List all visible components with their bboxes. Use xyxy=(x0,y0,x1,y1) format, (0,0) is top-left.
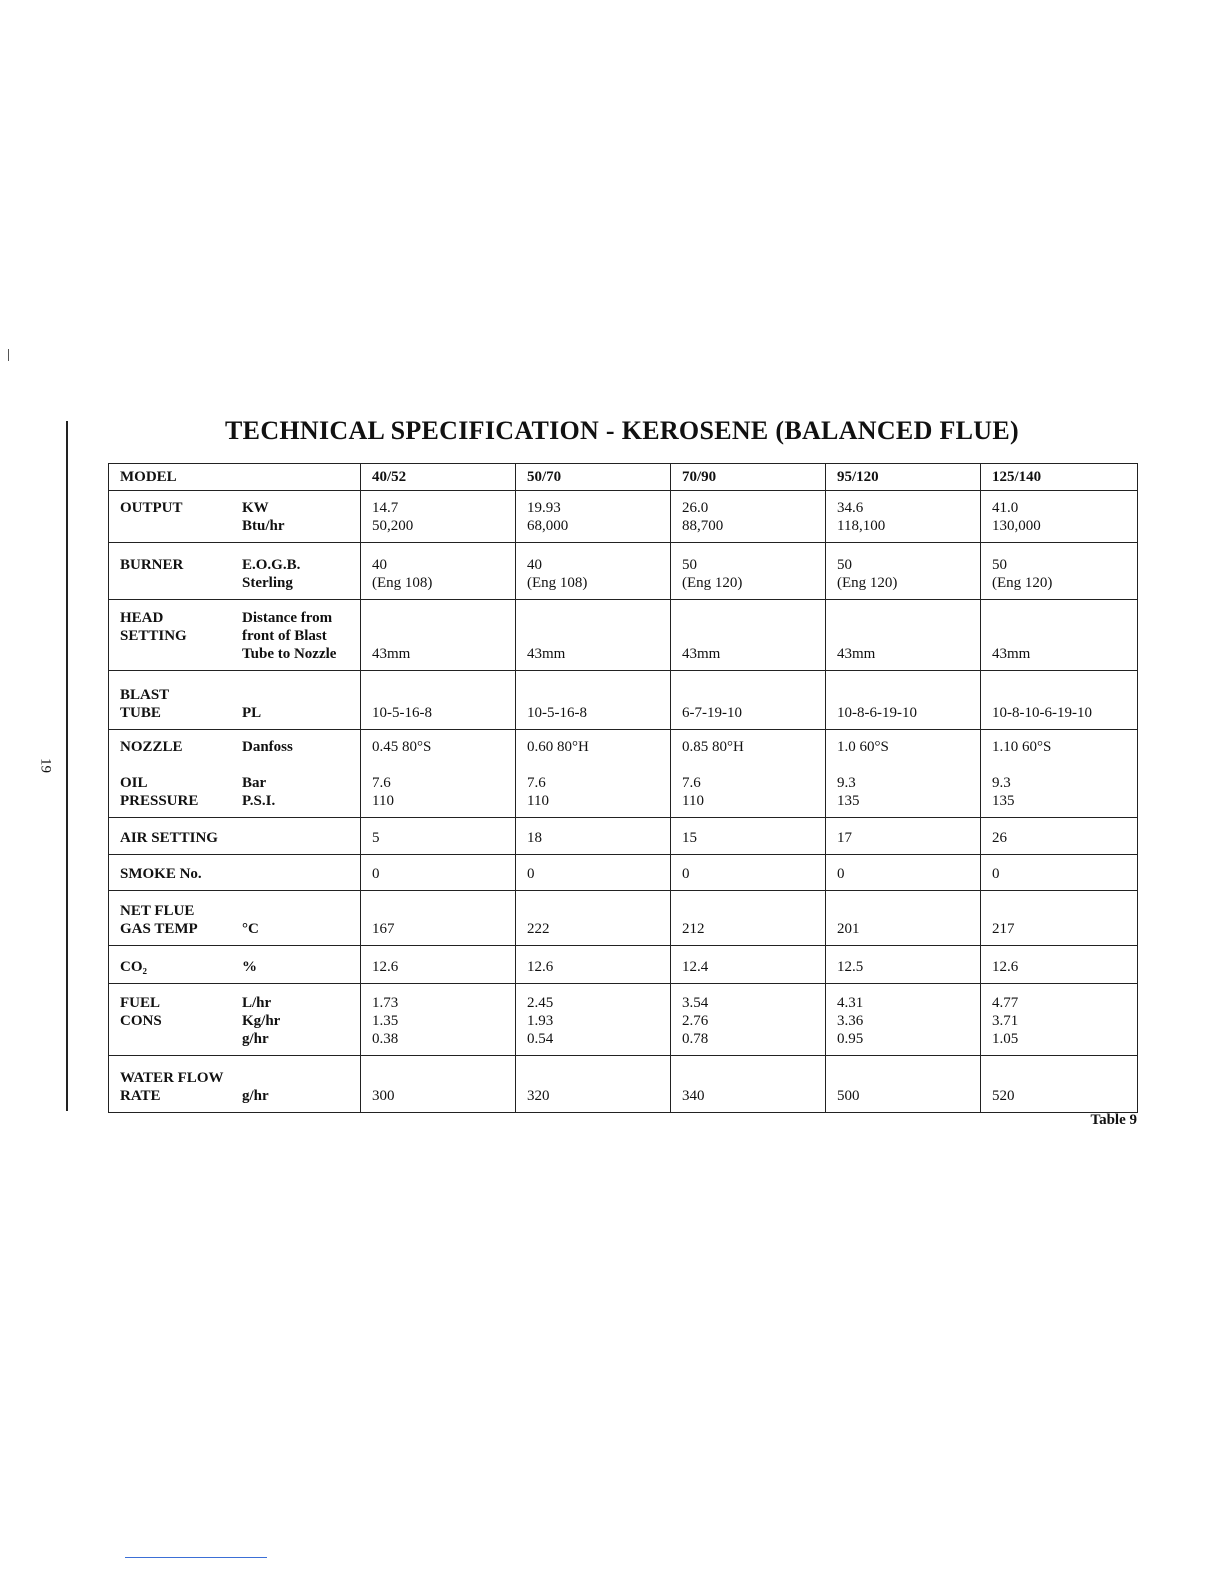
cell-value: 34.6 xyxy=(837,500,864,516)
param-cell xyxy=(109,855,361,891)
cell-value: 5 xyxy=(372,830,380,846)
cell-value xyxy=(527,756,660,774)
cell-value: 110 xyxy=(527,793,549,809)
param-unit: g/hr xyxy=(242,1088,269,1104)
cell-value: 7.6 xyxy=(527,775,546,791)
param-unit: KW xyxy=(242,500,269,516)
param-unit: °C xyxy=(242,921,259,937)
cell-value: 3.71 xyxy=(992,1013,1019,1029)
param-unit: Bar xyxy=(242,775,267,791)
cell-value: 0.45 80°S xyxy=(372,739,432,755)
value-cell xyxy=(361,600,516,671)
table-row xyxy=(109,600,1138,671)
value-cell xyxy=(516,730,671,818)
cell-value: 43mm xyxy=(682,646,721,662)
param-unit: E.O.G.B. xyxy=(242,557,301,573)
param-label: FUEL xyxy=(120,995,161,1011)
value-cell xyxy=(981,946,1138,984)
cell-value: 3.54 xyxy=(682,995,709,1011)
value-cell xyxy=(671,730,826,818)
value-cell xyxy=(361,855,516,891)
param-label: OIL xyxy=(120,775,148,791)
table-row xyxy=(109,818,1138,855)
cell-value: 212 xyxy=(682,921,705,937)
cell-value xyxy=(682,756,815,774)
value-cell xyxy=(826,946,981,984)
cell-value: 135 xyxy=(992,793,1015,809)
cell-value: 1.35 xyxy=(372,1013,399,1029)
table-row xyxy=(109,730,1138,818)
value-cell xyxy=(516,818,671,855)
value-cell xyxy=(671,818,826,855)
cell-value: 0.54 xyxy=(527,1031,554,1047)
cell-value: 6-7-19-10 xyxy=(682,705,742,721)
param-cell xyxy=(109,946,361,984)
value-cell xyxy=(826,1056,981,1113)
value-cell xyxy=(671,543,826,600)
cell-value: 110 xyxy=(682,793,704,809)
param-cell xyxy=(109,818,361,855)
cell-value: 1.73 xyxy=(372,995,399,1011)
cell-value: 43mm xyxy=(992,646,1031,662)
param-cell xyxy=(109,1056,361,1113)
param-unit: front of Blast xyxy=(242,628,327,644)
param-cell xyxy=(109,891,361,946)
param-label: WATER FLOW xyxy=(120,1070,224,1086)
cell-value: 1.05 xyxy=(992,1031,1019,1047)
cell-value: 10-8-6-19-10 xyxy=(837,705,917,721)
param-cell xyxy=(109,491,361,543)
param-label: SETTING xyxy=(120,628,187,644)
cell-value: 10-8-10-6-19-10 xyxy=(992,705,1092,721)
value-cell xyxy=(981,1056,1138,1113)
cell-value: 1.10 60°S xyxy=(992,739,1052,755)
cell-value: 26 xyxy=(992,830,1007,846)
param-label: CONS xyxy=(120,1013,162,1029)
param-label: NET FLUE xyxy=(120,903,195,919)
param-label: CO₂ xyxy=(120,959,147,975)
value-cell xyxy=(826,818,981,855)
param-label: RATE xyxy=(120,1088,161,1104)
cell-value: 12.5 xyxy=(837,959,864,975)
param-cell xyxy=(109,543,361,600)
value-cell xyxy=(516,984,671,1056)
cell-value: 43mm xyxy=(527,646,566,662)
header-model: MODEL xyxy=(109,464,361,491)
cell-value: 12.4 xyxy=(682,959,709,975)
cell-value: 201 xyxy=(837,921,860,937)
param-unit: Sterling xyxy=(242,575,293,591)
value-cell xyxy=(671,671,826,730)
cell-value: 2.45 xyxy=(527,995,554,1011)
table-row xyxy=(109,984,1138,1056)
param-label: SMOKE No. xyxy=(120,866,202,882)
value-cell xyxy=(671,1056,826,1113)
cell-value: (Eng 120) xyxy=(992,575,1053,591)
value-cell xyxy=(361,946,516,984)
cell-value: 1.0 60°S xyxy=(837,739,889,755)
cell-value: 0 xyxy=(837,866,845,882)
value-cell xyxy=(826,730,981,818)
value-cell xyxy=(516,671,671,730)
value-cell xyxy=(361,984,516,1056)
cell-value: 15 xyxy=(682,830,697,846)
cell-value: 40 xyxy=(527,557,542,573)
value-cell xyxy=(671,984,826,1056)
value-cell xyxy=(361,891,516,946)
cell-value: 320 xyxy=(527,1088,550,1104)
cell-value: 7.6 xyxy=(372,775,391,791)
param-cell xyxy=(109,984,361,1056)
value-cell xyxy=(671,891,826,946)
value-cell xyxy=(981,600,1138,671)
cell-value xyxy=(372,756,505,774)
cell-value: 12.6 xyxy=(992,959,1019,975)
param-unit: % xyxy=(242,959,257,975)
value-cell xyxy=(361,818,516,855)
cell-value: 0 xyxy=(682,866,690,882)
table-row xyxy=(109,891,1138,946)
cell-value: 0.38 xyxy=(372,1031,399,1047)
table-row xyxy=(109,671,1138,730)
param-label: AIR SETTING xyxy=(120,830,218,846)
cell-value: 10-5-16-8 xyxy=(527,705,587,721)
cell-value: 26.0 xyxy=(682,500,709,516)
param-unit: Btu/hr xyxy=(242,518,285,534)
value-cell xyxy=(981,818,1138,855)
cell-value: 68,000 xyxy=(527,518,569,534)
cell-value: (Eng 120) xyxy=(837,575,898,591)
value-cell xyxy=(981,855,1138,891)
cell-value xyxy=(837,756,970,774)
value-cell xyxy=(516,1056,671,1113)
margin-rule xyxy=(66,421,68,1111)
cell-value: 0.85 80°H xyxy=(682,739,744,755)
value-cell xyxy=(981,984,1138,1056)
param-cell xyxy=(109,600,361,671)
cell-value: 217 xyxy=(992,921,1015,937)
cell-value: 3.36 xyxy=(837,1013,864,1029)
param-label: GAS TEMP xyxy=(120,921,198,937)
document-title: TECHNICAL SPECIFICATION - KEROSENE (BALANCED FLUE) xyxy=(225,416,1019,445)
footer-rule xyxy=(125,1557,267,1558)
value-cell xyxy=(516,600,671,671)
value-cell xyxy=(516,946,671,984)
spec-table xyxy=(108,463,1138,1113)
value-cell xyxy=(671,855,826,891)
cell-value: 0 xyxy=(372,866,380,882)
cell-value xyxy=(992,756,1127,774)
header-model-3: 70/90 xyxy=(671,464,826,491)
value-cell xyxy=(361,491,516,543)
cell-value: 9.3 xyxy=(992,775,1011,791)
value-cell xyxy=(361,1056,516,1113)
value-cell xyxy=(826,491,981,543)
value-cell xyxy=(981,891,1138,946)
param-label: OUTPUT xyxy=(120,500,183,516)
cell-value: 0.95 xyxy=(837,1031,864,1047)
value-cell xyxy=(516,491,671,543)
cell-value: 340 xyxy=(682,1088,705,1104)
cell-value: 222 xyxy=(527,921,550,937)
cell-value: 10-5-16-8 xyxy=(372,705,432,721)
table-row xyxy=(109,946,1138,984)
cell-value: (Eng 108) xyxy=(372,575,433,591)
value-cell xyxy=(361,730,516,818)
table-row xyxy=(109,1056,1138,1113)
param-unit: Distance from xyxy=(242,610,333,626)
table-row xyxy=(109,543,1138,600)
cell-value: 2.76 xyxy=(682,1013,709,1029)
cell-value: 500 xyxy=(837,1088,860,1104)
param-unit: g/hr xyxy=(242,1031,269,1047)
header-model-1: 40/52 xyxy=(361,464,516,491)
param-label: BLAST xyxy=(120,687,170,703)
param-unit: Kg/hr xyxy=(242,1013,281,1029)
param-cell xyxy=(109,730,361,818)
cell-value: 0 xyxy=(527,866,535,882)
cell-value: 0 xyxy=(992,866,1000,882)
param-unit: PL xyxy=(242,705,262,721)
cell-value: (Eng 108) xyxy=(527,575,588,591)
value-cell xyxy=(671,491,826,543)
header-model-2: 50/70 xyxy=(516,464,671,491)
cell-value: 41.0 xyxy=(992,500,1019,516)
cell-value: 50 xyxy=(682,557,697,573)
cell-value: 110 xyxy=(372,793,394,809)
cell-value: 9.3 xyxy=(837,775,856,791)
cell-value: 18 xyxy=(527,830,542,846)
cell-value: (Eng 120) xyxy=(682,575,743,591)
cell-value: 43mm xyxy=(372,646,411,662)
param-label: PRESSURE xyxy=(120,793,199,809)
value-cell xyxy=(671,600,826,671)
cell-value: 50,200 xyxy=(372,518,414,534)
value-cell xyxy=(671,946,826,984)
cell-value: 1.93 xyxy=(527,1013,554,1029)
cell-value: 88,700 xyxy=(682,518,724,534)
value-cell xyxy=(826,855,981,891)
margin-tick xyxy=(8,349,9,361)
value-cell xyxy=(516,855,671,891)
cell-value: 19.93 xyxy=(527,500,561,516)
value-cell xyxy=(516,891,671,946)
header-model-4: 95/120 xyxy=(826,464,981,491)
cell-value: 50 xyxy=(992,557,1007,573)
value-cell xyxy=(826,984,981,1056)
page-number: 19 xyxy=(37,758,54,773)
cell-value: 14.7 xyxy=(372,500,399,516)
cell-value: 7.6 xyxy=(682,775,701,791)
cell-value: 12.6 xyxy=(527,959,554,975)
param-unit: L/hr xyxy=(242,995,272,1011)
value-cell xyxy=(826,671,981,730)
cell-value: 4.31 xyxy=(837,995,864,1011)
cell-value: 0.78 xyxy=(682,1031,709,1047)
cell-value: 135 xyxy=(837,793,860,809)
value-cell xyxy=(826,543,981,600)
param-label: BURNER xyxy=(120,557,184,573)
cell-value: 0.60 80°H xyxy=(527,739,589,755)
table-row xyxy=(109,855,1138,891)
cell-value: 17 xyxy=(837,830,852,846)
table-row xyxy=(109,491,1138,543)
table-caption: Table 9 xyxy=(1090,1112,1137,1128)
value-cell xyxy=(981,543,1138,600)
param-label: TUBE xyxy=(120,705,161,721)
cell-value: 50 xyxy=(837,557,852,573)
cell-value: 130,000 xyxy=(992,518,1041,534)
value-cell xyxy=(826,891,981,946)
cell-value: 118,100 xyxy=(837,518,886,534)
cell-value: 40 xyxy=(372,557,387,573)
value-cell xyxy=(826,600,981,671)
cell-value: 12.6 xyxy=(372,959,399,975)
cell-value: 167 xyxy=(372,921,395,937)
cell-value: 43mm xyxy=(837,646,876,662)
value-cell xyxy=(981,730,1138,818)
header-model-5: 125/140 xyxy=(981,464,1138,491)
param-unit: Tube to Nozzle xyxy=(242,646,337,662)
param-label: NOZZLE xyxy=(120,739,183,755)
param-cell xyxy=(109,671,361,730)
value-cell xyxy=(981,491,1138,543)
param-label: HEAD xyxy=(120,610,164,626)
value-cell xyxy=(981,671,1138,730)
cell-value: 520 xyxy=(992,1088,1015,1104)
param-unit: Danfoss xyxy=(242,739,293,755)
cell-value: 300 xyxy=(372,1088,395,1104)
cell-value: 4.77 xyxy=(992,995,1019,1011)
value-cell xyxy=(516,543,671,600)
value-cell xyxy=(361,543,516,600)
value-cell xyxy=(361,671,516,730)
header-row xyxy=(109,464,1138,491)
param-unit: P.S.I. xyxy=(242,793,276,809)
